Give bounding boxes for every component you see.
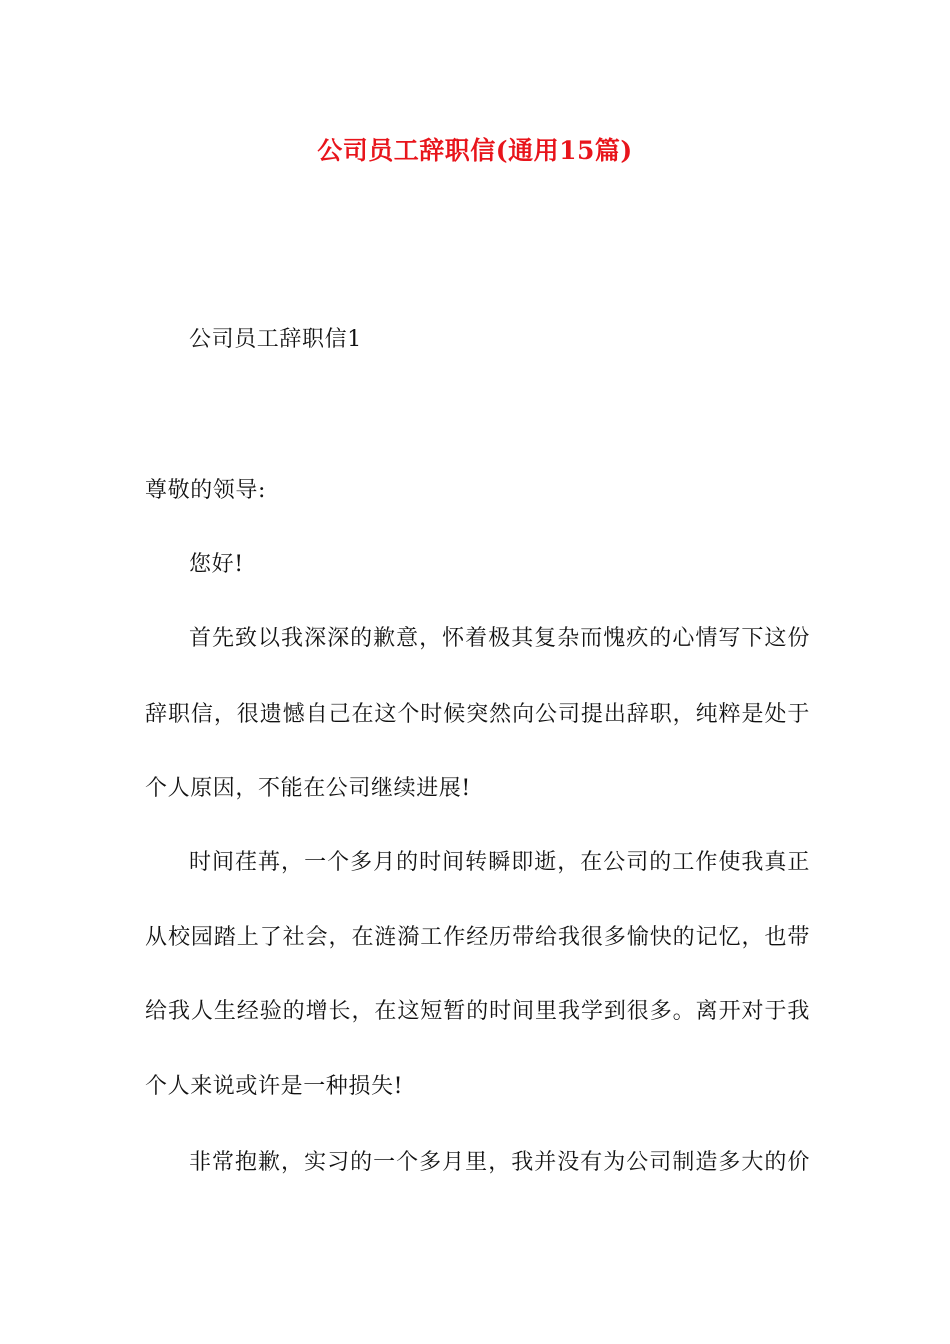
paragraph-line: 个人来说或许是一种损失! (145, 1074, 404, 1099)
paragraph-line: 从校园踏上了社会，在涟漪工作经历带给我很多愉快的记忆，也带 (145, 925, 810, 950)
section-heading: 公司员工辞职信1 (189, 327, 362, 352)
document-title: 公司员工辞职信(通用15篇) (317, 136, 633, 165)
paragraph-line: 个人原因，不能在公司继续进展! (145, 776, 471, 801)
paragraph-line: 时间荏苒，一个多月的时间转瞬即逝，在公司的工作使我真正 (189, 850, 810, 875)
paragraph-line: 非常抱歉，实习的一个多月里，我并没有为公司制造多大的价 (189, 1150, 810, 1175)
paragraph-line: 辞职信，很遗憾自己在这个时候突然向公司提出辞职，纯粹是处于 (145, 702, 810, 727)
paragraph-line: 首先致以我深深的歉意，怀着极其复杂而愧疚的心情写下这份 (189, 626, 810, 651)
greeting: 您好! (189, 552, 244, 577)
paragraph-line: 给我人生经验的增长，在这短暂的时间里我学到很多。离开对于我 (145, 999, 810, 1024)
salutation: 尊敬的领导: (145, 478, 267, 503)
